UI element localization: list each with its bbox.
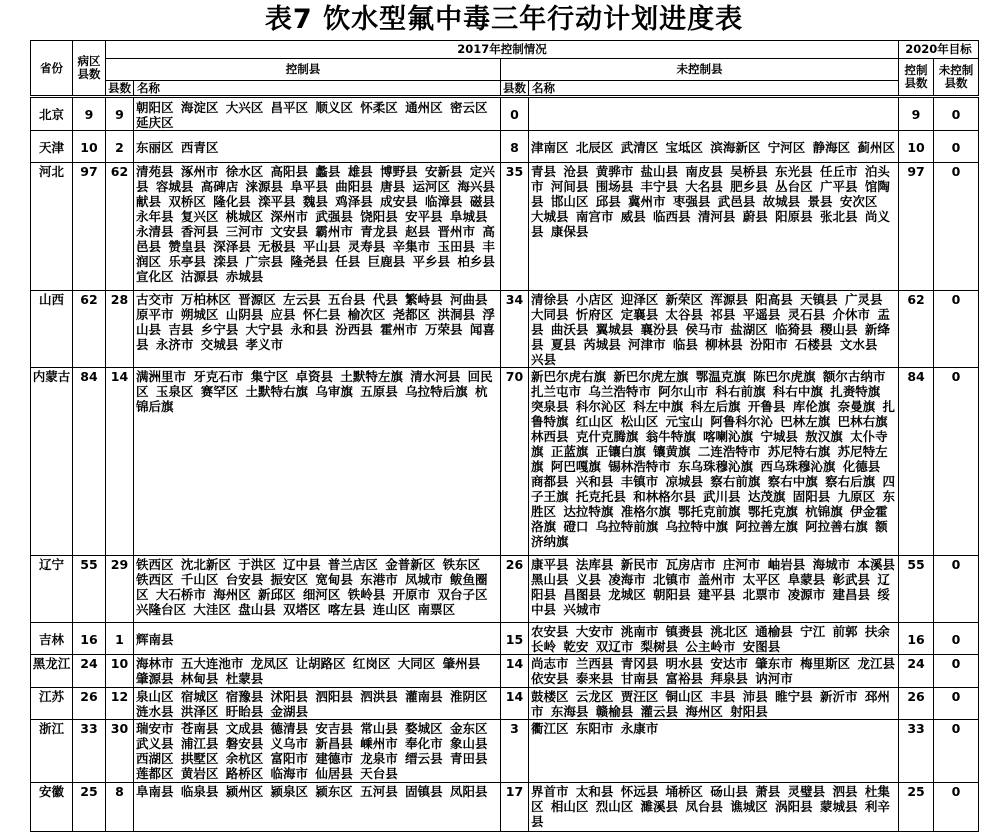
- controlled-names-cell: 辉南县: [134, 623, 501, 655]
- controlled-names-cell: 阜南县 临泉县 颍州区 颍泉区 颍东区 五河县 固镇县 凤阳县: [134, 783, 501, 832]
- target-uncontrolled-cell: 0: [934, 131, 979, 163]
- province-cell: 黑龙江: [31, 655, 73, 688]
- table-row: [31, 655, 979, 688]
- target-controlled-cell: 9: [899, 97, 934, 131]
- target-uncontrolled-cell: 0: [934, 97, 979, 131]
- target-uncontrolled-cell: 0: [934, 623, 979, 655]
- table-row: [31, 291, 979, 368]
- controlled-count-header: 县数: [106, 81, 134, 97]
- endemic-count-cell: 97: [73, 163, 106, 291]
- uncontrolled-count-cell: 26: [501, 556, 529, 623]
- endemic-count-cell: 62: [73, 291, 106, 368]
- endemic-count-cell: 55: [73, 556, 106, 623]
- uncontrolled-header: 未控制县: [501, 59, 899, 81]
- endemic-count-cell: 24: [73, 655, 106, 688]
- controlled-names-cell: 古交市 万柏林区 晋源区 左云县 五台县 代县 繁峙县 河曲县 原平市 朔城区 山阴县 应县 怀仁县 榆次区 尧都区 洪洞县 浮山县 吉县 乡宁县 大宁县 永和县 汾西县 霍州市 万荣县 闻喜县 永济市 交城县 孝义市: [134, 291, 501, 368]
- province-cell: 河北: [31, 163, 73, 291]
- controlled-names-header: 名称: [134, 81, 501, 97]
- table-row: [31, 623, 979, 655]
- header-row-subgroups: [31, 59, 979, 81]
- controlled-names-cell: 海林市 五大连池市 龙凤区 让胡路区 红岗区 大同区 肇州县 肇源县 林甸县 杜蒙县: [134, 655, 501, 688]
- target-uncontrolled-cell: 0: [934, 368, 979, 556]
- uncontrolled-count-cell: 0: [501, 97, 529, 131]
- endemic-count-cell: 16: [73, 623, 106, 655]
- target-2020-header: 2020年目标: [899, 41, 979, 59]
- target-uncontrolled-cell: 0: [934, 655, 979, 688]
- uncontrolled-count-cell: 14: [501, 655, 529, 688]
- uncontrolled-count-cell: 70: [501, 368, 529, 556]
- endemic-count-cell: 25: [73, 783, 106, 832]
- uncontrolled-names-cell: 新巴尔虎右旗 新巴尔虎左旗 鄂温克旗 陈巴尔虎旗 额尔古纳市 扎兰屯市 乌兰浩特市 阿尔山市 科右前旗 科右中旗 扎赉特旗 突泉县 科尔沁区 科左中旗 科左后旗 开鲁县 库伦旗 奈曼旗 扎鲁特旗 红山区 松山区 元宝山 阿鲁科尔沁 巴林左旗 巴林右旗 林西县 克什克腾旗 翁牛特旗 喀喇沁旗 宁城县 敖汉旗 太仆寺旗 正蓝旗 正镶白旗 镶黄旗 二连浩特市 苏尼特右旗 苏尼特左旗 阿巴嘎旗 锡林浩特市 东乌珠穆沁旗 西乌珠穆沁旗 化德县 商都县 兴和县 丰镇市 凉城县 察右前旗 察右中旗 察右后旗 四子王旗 托克托县 和林格尔县 武川县 达茂旗 固阳县 九原区 东胜区 达拉特旗 准格尔旗 鄂托克前旗 鄂托克旗 杭锦旗 伊金霍洛旗 磴口 乌拉特前旗 乌拉特中旗 阿拉善左旗 阿拉善右旗 额济纳旗: [529, 368, 899, 556]
- controlled-names-cell: 满洲里市 牙克石市 集宁区 卓资县 土默特左旗 清水河县 回民区 玉泉区 赛罕区 土默特右旗 乌审旗 五原县 乌拉特后旗 杭锦后旗: [134, 368, 501, 556]
- status-2017-header: 2017年控制情况: [106, 41, 899, 59]
- controlled-header: 控制县: [106, 59, 501, 81]
- uncontrolled-count-cell: 3: [501, 720, 529, 783]
- endemic-count-cell: 33: [73, 720, 106, 783]
- table-row: [31, 720, 979, 783]
- controlled-count-cell: 10: [106, 655, 134, 688]
- table-row: [31, 163, 979, 291]
- controlled-count-cell: 14: [106, 368, 134, 556]
- uncontrolled-names-cell: 津南区 北辰区 武清区 宝坻区 滨海新区 宁河区 静海区 蓟州区: [529, 131, 899, 163]
- table-row: [31, 556, 979, 623]
- uncontrolled-count-cell: 17: [501, 783, 529, 832]
- uncontrolled-names-cell: 尚志市 兰西县 青冈县 明水县 安达市 肇东市 梅里斯区 龙江县 依安县 泰来县 甘南县 富裕县 拜泉县 讷河市: [529, 655, 899, 688]
- province-cell: 天津: [31, 131, 73, 163]
- table-body: [31, 97, 979, 832]
- controlled-count-cell: 1: [106, 623, 134, 655]
- table-row: [31, 97, 979, 131]
- endemic-counties-header: 病区县数: [73, 41, 106, 97]
- table-row: [31, 368, 979, 556]
- target-controlled-cell: 24: [899, 655, 934, 688]
- uncontrolled-count-cell: 35: [501, 163, 529, 291]
- target-uncontrolled-cell: 0: [934, 688, 979, 720]
- target-controlled-cell: 62: [899, 291, 934, 368]
- target-uncontrolled-cell: 0: [934, 163, 979, 291]
- uncontrolled-count-cell: 15: [501, 623, 529, 655]
- province-cell: 安徽: [31, 783, 73, 832]
- controlled-names-cell: 泉山区 宿城区 宿豫县 沭阳县 泗阳县 泗洪县 灌南县 淮阴区 涟水县 洪泽区 盱眙县 金湖县: [134, 688, 501, 720]
- controlled-names-cell: 瑞安市 苍南县 文成县 德清县 安吉县 常山县 婺城区 金东区 武义县 浦江县 磐安县 义乌市 新昌县 嵊州市 奉化市 象山县 西湖区 拱墅区 余杭区 富阳市 建德市 龙泉市 缙云县 青田县 莲都区 黄岩区 路桥区 临海市 仙居县 天台县: [134, 720, 501, 783]
- province-cell: 辽宁: [31, 556, 73, 623]
- target-controlled-cell: 84: [899, 368, 934, 556]
- controlled-count-cell: 30: [106, 720, 134, 783]
- table-row: [31, 131, 979, 163]
- uncontrolled-names-header: 名称: [529, 81, 899, 97]
- target-controlled-cell: 55: [899, 556, 934, 623]
- controlled-count-cell: 2: [106, 131, 134, 163]
- controlled-names-cell: 铁西区 沈北新区 于洪区 辽中县 普兰店区 金普新区 铁东区 铁西区 千山区 台安县 振安区 宽甸县 东港市 凤城市 鲅鱼圈区 大石桥市 海州区 新邱区 细河区 铁岭县 开原市 双台子区 兴隆台区 大洼区 盘山县 双塔区 喀左县 连山区 南票区: [134, 556, 501, 623]
- province-cell: 吉林: [31, 623, 73, 655]
- uncontrolled-names-cell: 清徐县 小店区 迎泽区 新荣区 浑源县 阳高县 天镇县 广灵县 大同县 忻府区 定襄县 太谷县 祁县 平遥县 灵石县 介休市 盂县 曲沃县 翼城县 襄汾县 侯马市 盐湖区 临猗县 稷山县 新绛县 夏县 芮城县 河津市 临县 柳林县 汾阳市 石楼县 文水县 兴县: [529, 291, 899, 368]
- target-uncontrolled-header: 未控制县数: [934, 59, 979, 97]
- target-uncontrolled-cell: 0: [934, 720, 979, 783]
- uncontrolled-names-cell: [529, 97, 899, 131]
- controlled-names-cell: 清苑县 涿州市 徐水区 高阳县 蠡县 雄县 博野县 安新县 定兴县 容城县 高碑店 涞源县 阜平县 曲阳县 唐县 运河区 海兴县 献县 双桥区 隆化县 滦平县 魏县 鸡泽县 成安县 临漳县 磁县 永年县 复兴区 桃城区 深州市 武强县 饶阳县 安平县 阜城县 永清县 香河县 三河市 文安县 霸州市 青龙县 赵县 晋州市 高邑县 赞皇县 深泽县 无极县 平山县 灵寿县 辛集市 玉田县 丰润区 乐亭县 滦县 广宗县 隆尧县 任县 巨鹿县 平乡县 柏乡县 宣化区 沽源县 赤城县: [134, 163, 501, 291]
- uncontrolled-count-cell: 8: [501, 131, 529, 163]
- target-controlled-cell: 33: [899, 720, 934, 783]
- table-row: [31, 783, 979, 832]
- uncontrolled-names-cell: 青县 沧县 黄骅市 盐山县 南皮县 吴桥县 东光县 任丘市 泊头市 河间县 围场县 丰宁县 大名县 肥乡县 丛台区 广平县 馆陶县 邯山区 邱县 冀州市 枣强县 武邑县 故城县 景县 安次区 大城县 南宫市 威县 临西县 清河县 蔚县 阳原县 张北县 尚义县 康保县: [529, 163, 899, 291]
- uncontrolled-count-cell: 34: [501, 291, 529, 368]
- uncontrolled-names-cell: 农安县 大安市 洮南市 镇赉县 洮北区 通榆县 宁江 前郭 扶余 长岭 乾安 双辽市 梨树县 公主岭市 安图县: [529, 623, 899, 655]
- province-cell: 浙江: [31, 720, 73, 783]
- target-controlled-cell: 25: [899, 783, 934, 832]
- controlled-names-cell: 朝阳区 海淀区 大兴区 昌平区 顺义区 怀柔区 通州区 密云区 延庆区: [134, 97, 501, 131]
- endemic-count-cell: 26: [73, 688, 106, 720]
- controlled-count-cell: 28: [106, 291, 134, 368]
- province-cell: 山西: [31, 291, 73, 368]
- table-row: [31, 688, 979, 720]
- endemic-count-cell: 10: [73, 131, 106, 163]
- progress-table: [30, 40, 979, 832]
- controlled-names-cell: 东丽区 西青区: [134, 131, 501, 163]
- controlled-count-cell: 29: [106, 556, 134, 623]
- uncontrolled-names-cell: 康平县 法库县 新民市 瓦房店市 庄河市 岫岩县 海城市 本溪县 黑山县 义县 凌海市 北镇市 盖州市 太平区 阜蒙县 彰武县 辽阳县 昌图县 龙城区 朝阳县 建平县 北票市 凌源市 建昌县 绥中县 兴城市: [529, 556, 899, 623]
- endemic-count-cell: 9: [73, 97, 106, 131]
- table-header: [31, 41, 979, 97]
- target-controlled-cell: 16: [899, 623, 934, 655]
- uncontrolled-names-cell: 界首市 太和县 怀远县 埇桥区 砀山县 萧县 灵璧县 泗县 杜集区 相山区 烈山区 濉溪县 凤台县 谯城区 涡阳县 蒙城县 利辛县: [529, 783, 899, 832]
- controlled-count-cell: 9: [106, 97, 134, 131]
- endemic-count-cell: 84: [73, 368, 106, 556]
- uncontrolled-count-header: 县数: [501, 81, 529, 97]
- header-row-groups: [31, 41, 979, 59]
- target-uncontrolled-cell: 0: [934, 556, 979, 623]
- target-uncontrolled-cell: 0: [934, 783, 979, 832]
- target-uncontrolled-cell: 0: [934, 291, 979, 368]
- target-controlled-cell: 97: [899, 163, 934, 291]
- target-controlled-header: 控制县数: [899, 59, 934, 97]
- document-title: 表7 饮水型氟中毒三年行动计划进度表: [264, 4, 744, 35]
- target-controlled-cell: 10: [899, 131, 934, 163]
- uncontrolled-names-cell: 鼓楼区 云龙区 贾汪区 铜山区 丰县 沛县 睢宁县 新沂市 邳州市 东海县 赣榆县 灌云县 海州区 射阳县: [529, 688, 899, 720]
- province-cell: 江苏: [31, 688, 73, 720]
- province-cell: 内蒙古: [31, 368, 73, 556]
- controlled-count-cell: 12: [106, 688, 134, 720]
- header-row-columns: [31, 81, 979, 97]
- controlled-count-cell: 8: [106, 783, 134, 832]
- province-cell: 北京: [31, 97, 73, 131]
- province-header: 省份: [31, 41, 73, 97]
- controlled-count-cell: 62: [106, 163, 134, 291]
- target-controlled-cell: 26: [899, 688, 934, 720]
- uncontrolled-count-cell: 14: [501, 688, 529, 720]
- uncontrolled-names-cell: 衢江区 东阳市 永康市: [529, 720, 899, 783]
